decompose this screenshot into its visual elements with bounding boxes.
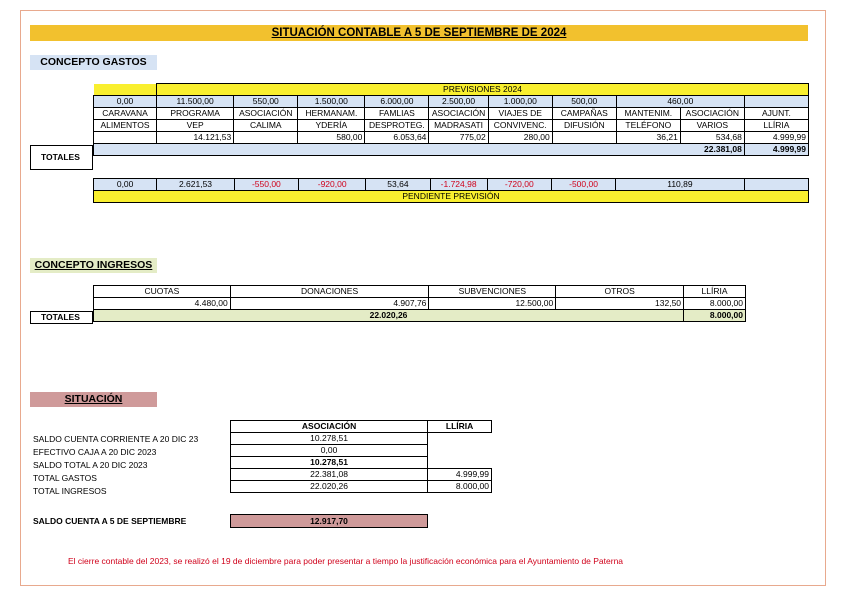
situacion-label: TOTAL INGRESOS	[33, 486, 107, 496]
situacion-header-row	[231, 421, 492, 433]
footnote: El cierre contable del 2023, se realizó el 19 de diciembre para poder presentar a tiempo la justificación económica para el Ayuntamiento de Paterna	[68, 556, 624, 566]
col-asociacion: ASOCIACIÓN	[231, 421, 428, 433]
ingresos-header-row: CUOTAS DONACIONES SUBVENCIONES OTROS LLÍRIA	[94, 286, 746, 298]
ingresos-total-row	[94, 310, 746, 322]
col-lliria: LLÍRIA	[428, 421, 492, 433]
subtotal-row	[94, 144, 809, 156]
situacion-row: 10.278,51	[231, 433, 492, 445]
saldo-value: 12.917,70	[230, 514, 428, 528]
situacion-row: 22.020,26 8.000,00	[231, 481, 492, 493]
gastos-totales-label-box: TOTALES	[30, 145, 93, 170]
ingresos-totales-label-box: TOTALES	[30, 311, 93, 324]
pendiente-prevision-label: PENDIENTE PREVISIÓN	[94, 191, 809, 203]
gastos-section-label: CONCEPTO GASTOS	[30, 55, 157, 70]
ingresos-table	[93, 285, 746, 322]
situacion-table	[230, 420, 492, 493]
situacion-label: EFECTIVO CAJA A 20 DIC 2023	[33, 447, 157, 457]
situacion-row: 0,00	[231, 445, 492, 457]
situacion-row: 10.278,51	[231, 457, 492, 469]
gastos-table	[93, 83, 809, 156]
situacion-section-label: SITUACIÓN	[30, 392, 157, 407]
situacion-label: SALDO TOTAL A 20 DIC 2023	[33, 460, 148, 470]
diferencias-row: 0,00 2.621,53 -550,00 -920,00 53,64 -1.724,98 -720,00 -500,00 110,89	[94, 179, 809, 191]
concepts-row-1: CARAVANA PROGRAMA ASOCIACIÓN HERMANAM. FAMLIAS ASOCIACIÓN VIAJES DE CAMPAÑAS MANTENIM. ASOCIACIÓN AJUNT.	[94, 108, 809, 120]
page-title: SITUACIÓN CONTABLE A 5 DE SEPTIEMBRE DE 2024	[30, 25, 808, 41]
ingresos-values-row: 4.480,00 4.907,76 12.500,00 132,50 8.000,00	[94, 298, 746, 310]
diferencias-table	[93, 178, 809, 203]
situacion-label: TOTAL GASTOS	[33, 473, 97, 483]
gastos-subtotal: 22.381,08	[94, 144, 745, 156]
concepts-row-2: ALIMENTOS VEP CALIMA YDERÍA DESPROTEG. MADRASATI CONVIVENC. DIFUSIÓN TELÉFONO VARIOS LLÍRIA	[94, 120, 809, 132]
previsiones-header: PREVISIONES 2024	[157, 84, 809, 96]
situacion-label: SALDO CUENTA CORRIENTE A 20 DIC 23	[33, 434, 199, 444]
saldo-label: SALDO CUENTA A 5 DE SEPTIEMBRE	[33, 516, 187, 526]
gastos-lliria-total: 4.999,99	[744, 144, 808, 156]
ingresos-total: 22.020,26	[94, 310, 684, 322]
ingresos-lliria-total: 8.000,00	[684, 310, 746, 322]
ingresos-section-label: CONCEPTO INGRESOS	[30, 258, 157, 273]
previsiones-row: 0,00 11.500,00 550,00 1.500,00 6.000,00 2.500,00 1.000,00 500,00 460,00	[94, 96, 809, 108]
amounts-row: 14.121,53 580,00 6.053,64 775,02 280,00 36,21 534,68 4.999,99	[94, 132, 809, 144]
situacion-row: 22.381,08 4.999,99	[231, 469, 492, 481]
